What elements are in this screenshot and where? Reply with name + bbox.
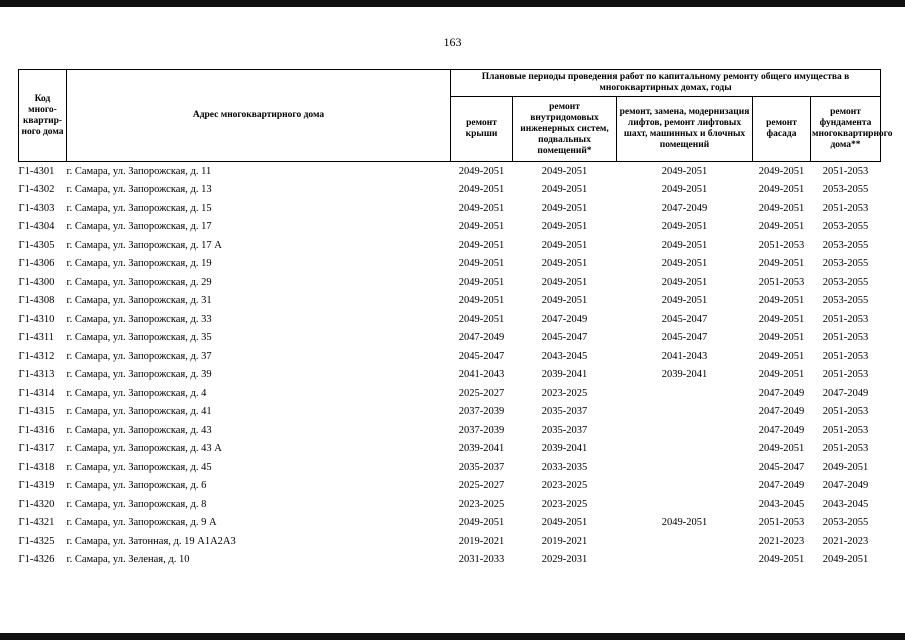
table-row xyxy=(19,403,881,422)
row-lifts: 2049-2051 xyxy=(661,276,708,288)
row-systems: 2049-2051 xyxy=(541,517,588,529)
table-row xyxy=(19,310,881,329)
row-roof: 2037-2039 xyxy=(458,406,505,418)
page-number: 163 xyxy=(443,35,462,49)
row-lifts: 2045-2047 xyxy=(661,313,708,325)
scan-bottom-border xyxy=(0,633,905,640)
row-foundation: 2049-2051 xyxy=(822,554,869,566)
row-systems: 2049-2051 xyxy=(541,258,588,270)
table-row xyxy=(19,347,881,366)
table-row xyxy=(19,366,881,385)
row-address: г. Самара, ул. Запорожская, д. 35 xyxy=(66,332,212,344)
row-lifts xyxy=(617,421,753,440)
row-roof: 2037-2039 xyxy=(458,424,505,436)
row-facade: 2049-2051 xyxy=(758,332,805,344)
row-foundation: 2053-2055 xyxy=(822,517,869,529)
row-address: г. Самара, ул. Запорожская, д. 41 xyxy=(66,406,212,418)
row-systems: 2029-2031 xyxy=(541,554,588,566)
row-lifts xyxy=(617,384,753,403)
row-code: Г1-4320 xyxy=(18,498,55,510)
row-roof: 2041-2043 xyxy=(458,369,505,381)
row-address: г. Самара, ул. Запорожская, д. 43 А xyxy=(66,443,222,455)
header-group: Плановые периоды проведения работ по капитальному ремонту общего имущества в многоквартирных домах, годы xyxy=(451,70,881,97)
row-facade: 2021-2023 xyxy=(758,535,805,547)
row-foundation: 2053-2055 xyxy=(822,184,869,196)
row-code: Г1-4310 xyxy=(18,313,55,325)
row-address: г. Самара, ул. Запорожская, д. 45 xyxy=(66,461,212,473)
row-lifts: 2047-2049 xyxy=(661,202,708,214)
row-address: г. Самара, ул. Запорожская, д. 43 xyxy=(66,424,212,436)
row-roof: 2035-2037 xyxy=(458,461,505,473)
row-systems: 2023-2025 xyxy=(541,387,588,399)
scan-top-border xyxy=(0,0,905,7)
row-facade: 2049-2051 xyxy=(758,295,805,307)
table-row xyxy=(19,292,881,311)
row-foundation: 2051-2053 xyxy=(822,406,869,418)
row-address: г. Самара, ул. Запорожская, д. 15 xyxy=(66,202,212,214)
row-roof: 2045-2047 xyxy=(458,350,505,362)
row-foundation: 2051-2053 xyxy=(822,443,869,455)
row-code: Г1-4313 xyxy=(18,369,55,381)
row-systems: 2019-2021 xyxy=(541,535,588,547)
row-lifts: 2049-2051 xyxy=(661,239,708,251)
row-lifts: 2049-2051 xyxy=(661,517,708,529)
row-lifts: 2039-2041 xyxy=(661,369,708,381)
row-lifts xyxy=(617,477,753,496)
row-facade: 2051-2053 xyxy=(758,517,805,529)
row-facade: 2051-2053 xyxy=(758,276,805,288)
row-facade: 2049-2051 xyxy=(758,350,805,362)
row-lifts: 2049-2051 xyxy=(661,295,708,307)
row-systems: 2043-2045 xyxy=(541,350,588,362)
row-address: г. Самара, ул. Запорожская, д. 17 xyxy=(66,221,212,233)
row-foundation: 2051-2053 xyxy=(811,162,881,181)
row-roof: 2049-2051 xyxy=(458,184,505,196)
table-row xyxy=(19,421,881,440)
table-row xyxy=(19,532,881,551)
row-code: Г1-4306 xyxy=(18,258,55,270)
row-lifts xyxy=(617,403,753,422)
row-systems: 2039-2041 xyxy=(541,443,588,455)
row-roof: 2049-2051 xyxy=(458,202,505,214)
row-foundation: 2051-2053 xyxy=(822,332,869,344)
row-facade: 2049-2051 xyxy=(758,221,805,233)
row-roof: 2039-2041 xyxy=(458,443,505,455)
row-facade: 2049-2051 xyxy=(758,443,805,455)
row-lifts: 2049-2051 xyxy=(661,184,708,196)
row-facade: 2049-2051 xyxy=(758,369,805,381)
header-address: Адрес многоквартирного дома xyxy=(67,70,451,162)
row-lifts xyxy=(617,440,753,459)
row-systems: 2049-2051 xyxy=(541,184,588,196)
row-facade: 2047-2049 xyxy=(758,387,805,399)
row-roof: 2049-2051 xyxy=(458,258,505,270)
row-address: г. Самара, ул. Запорожская, д. 31 xyxy=(66,295,212,307)
row-systems: 2035-2037 xyxy=(541,424,588,436)
row-code: Г1-4314 xyxy=(18,387,55,399)
row-code: Г1-4317 xyxy=(18,443,55,455)
row-code: Г1-4311 xyxy=(18,332,54,344)
row-address: г. Самара, ул. Запорожская, д. 19 xyxy=(66,258,212,270)
row-code: Г1-4326 xyxy=(18,554,55,566)
row-address: г. Самара, ул. Затонная, д. 19 А1А2А3 xyxy=(66,535,236,547)
row-foundation: 2053-2055 xyxy=(822,258,869,270)
table-row xyxy=(19,440,881,459)
row-systems: 2039-2041 xyxy=(541,369,588,381)
row-lifts: 2049-2051 xyxy=(661,221,708,233)
row-systems: 2049-2051 xyxy=(541,239,588,251)
row-address: г. Самара, ул. Запорожская, д. 29 xyxy=(66,276,212,288)
row-systems: 2049-2051 xyxy=(541,202,588,214)
row-foundation: 2053-2055 xyxy=(822,221,869,233)
header-facade: ремонт фасада xyxy=(753,97,811,162)
table-row xyxy=(19,551,881,570)
row-address: г. Самара, ул. Запорожская, д. 33 xyxy=(66,313,212,325)
row-code: Г1-4325 xyxy=(18,535,55,547)
repair-schedule-table xyxy=(18,69,893,569)
row-lifts xyxy=(617,458,753,477)
row-foundation: 2051-2053 xyxy=(822,424,869,436)
header-lifts: ремонт, замена, модернизация лифтов, ремонт лифтовых шахт, машинных и блочных помещений xyxy=(617,97,753,162)
table-body xyxy=(19,162,881,570)
row-foundation: 2051-2053 xyxy=(822,313,869,325)
row-roof: 2047-2049 xyxy=(458,332,505,344)
row-systems: 2049-2051 xyxy=(513,162,617,181)
row-lifts: 2045-2047 xyxy=(661,332,708,344)
row-systems: 2049-2051 xyxy=(541,295,588,307)
row-systems: 2047-2049 xyxy=(541,313,588,325)
row-systems: 2049-2051 xyxy=(541,221,588,233)
row-facade: 2049-2051 xyxy=(758,184,805,196)
table-row xyxy=(19,477,881,496)
table-row xyxy=(19,255,881,274)
row-facade: 2049-2051 xyxy=(758,554,805,566)
row-code: Г1-4301 xyxy=(19,162,67,181)
row-facade: 2047-2049 xyxy=(758,480,805,492)
row-address: г. Самара, ул. Запорожская, д. 6 xyxy=(66,480,207,492)
row-address: г. Самара, ул. Запорожская, д. 11 xyxy=(67,162,451,181)
row-systems: 2033-2035 xyxy=(541,461,588,473)
row-roof: 2049-2051 xyxy=(458,239,505,251)
row-code: Г1-4304 xyxy=(18,221,55,233)
row-foundation: 2053-2055 xyxy=(822,295,869,307)
row-code: Г1-4321 xyxy=(18,517,55,529)
row-foundation: 2043-2045 xyxy=(822,498,869,510)
row-lifts: 2049-2051 xyxy=(661,258,708,270)
row-foundation: 2051-2053 xyxy=(822,369,869,381)
row-roof: 2023-2025 xyxy=(458,498,505,510)
row-code: Г1-4319 xyxy=(18,480,55,492)
table-row xyxy=(19,514,881,533)
row-systems: 2035-2037 xyxy=(541,406,588,418)
table-row xyxy=(19,181,881,200)
row-roof: 2025-2027 xyxy=(458,387,505,399)
row-facade: 2049-2051 xyxy=(753,162,811,181)
row-foundation: 2051-2053 xyxy=(822,350,869,362)
row-facade: 2043-2045 xyxy=(758,498,805,510)
table-row xyxy=(19,273,881,292)
row-lifts: 2041-2043 xyxy=(661,350,708,362)
row-lifts xyxy=(617,495,753,514)
row-foundation: 2047-2049 xyxy=(822,387,869,399)
row-address: г. Самара, ул. Запорожская, д. 17 А xyxy=(66,239,222,251)
table-row xyxy=(19,384,881,403)
row-roof: 2049-2051 xyxy=(458,295,505,307)
row-lifts xyxy=(617,532,753,551)
header-code: Код много-квартир-ного дома xyxy=(19,70,67,162)
row-systems: 2023-2025 xyxy=(541,480,588,492)
row-facade: 2047-2049 xyxy=(758,424,805,436)
row-foundation: 2053-2055 xyxy=(822,239,869,251)
row-facade: 2047-2049 xyxy=(758,406,805,418)
table-row xyxy=(19,458,881,477)
row-foundation: 2051-2053 xyxy=(822,202,869,214)
row-systems: 2049-2051 xyxy=(541,276,588,288)
table-row xyxy=(19,218,881,237)
row-foundation: 2049-2051 xyxy=(822,461,869,473)
row-systems: 2023-2025 xyxy=(541,498,588,510)
row-roof: 2049-2051 xyxy=(458,517,505,529)
row-facade: 2045-2047 xyxy=(758,461,805,473)
row-address: г. Самара, ул. Запорожская, д. 4 xyxy=(66,387,207,399)
row-facade: 2051-2053 xyxy=(758,239,805,251)
header-systems: ремонт внутридомовых инженерных систем, подвальных помещений* xyxy=(513,97,617,162)
row-lifts: 2049-2051 xyxy=(617,162,753,181)
row-code: Г1-4300 xyxy=(18,276,55,288)
table-row xyxy=(19,329,881,348)
header-foundation: ремонт фундамента многоквартирного дома** xyxy=(811,97,881,162)
row-roof: 2019-2021 xyxy=(458,535,505,547)
row-foundation: 2047-2049 xyxy=(822,480,869,492)
row-foundation: 2021-2023 xyxy=(822,535,869,547)
row-lifts xyxy=(617,551,753,570)
row-code: Г1-4316 xyxy=(18,424,55,436)
row-code: Г1-4315 xyxy=(18,406,55,418)
row-address: г. Самара, ул. Запорожская, д. 37 xyxy=(66,350,212,362)
row-code: Г1-4302 xyxy=(18,184,55,196)
table-row xyxy=(19,495,881,514)
row-facade: 2049-2051 xyxy=(758,202,805,214)
row-address: г. Самара, ул. Запорожская, д. 9 А xyxy=(66,517,217,529)
row-address: г. Самара, ул. Запорожская, д. 13 xyxy=(66,184,212,196)
table-row xyxy=(19,236,881,255)
row-facade: 2049-2051 xyxy=(758,258,805,270)
header-roof: ремонт крыши xyxy=(451,97,513,162)
row-roof: 2031-2033 xyxy=(458,554,505,566)
table-row xyxy=(19,162,881,181)
row-roof: 2049-2051 xyxy=(458,221,505,233)
row-code: Г1-4318 xyxy=(18,461,55,473)
row-foundation: 2053-2055 xyxy=(822,276,869,288)
row-roof: 2049-2051 xyxy=(458,276,505,288)
row-code: Г1-4308 xyxy=(18,295,55,307)
table-row xyxy=(19,199,881,218)
row-roof: 2049-2051 xyxy=(458,313,505,325)
row-facade: 2049-2051 xyxy=(758,313,805,325)
row-address: г. Самара, ул. Запорожская, д. 8 xyxy=(66,498,207,510)
row-roof: 2049-2051 xyxy=(451,162,513,181)
row-code: Г1-4303 xyxy=(18,202,55,214)
row-address: г. Самара, ул. Запорожская, д. 39 xyxy=(66,369,212,381)
row-code: Г1-4312 xyxy=(18,350,55,362)
row-address: г. Самара, ул. Зеленая, д. 10 xyxy=(66,554,190,566)
row-roof: 2025-2027 xyxy=(458,480,505,492)
row-code: Г1-4305 xyxy=(18,239,55,251)
row-systems: 2045-2047 xyxy=(541,332,588,344)
